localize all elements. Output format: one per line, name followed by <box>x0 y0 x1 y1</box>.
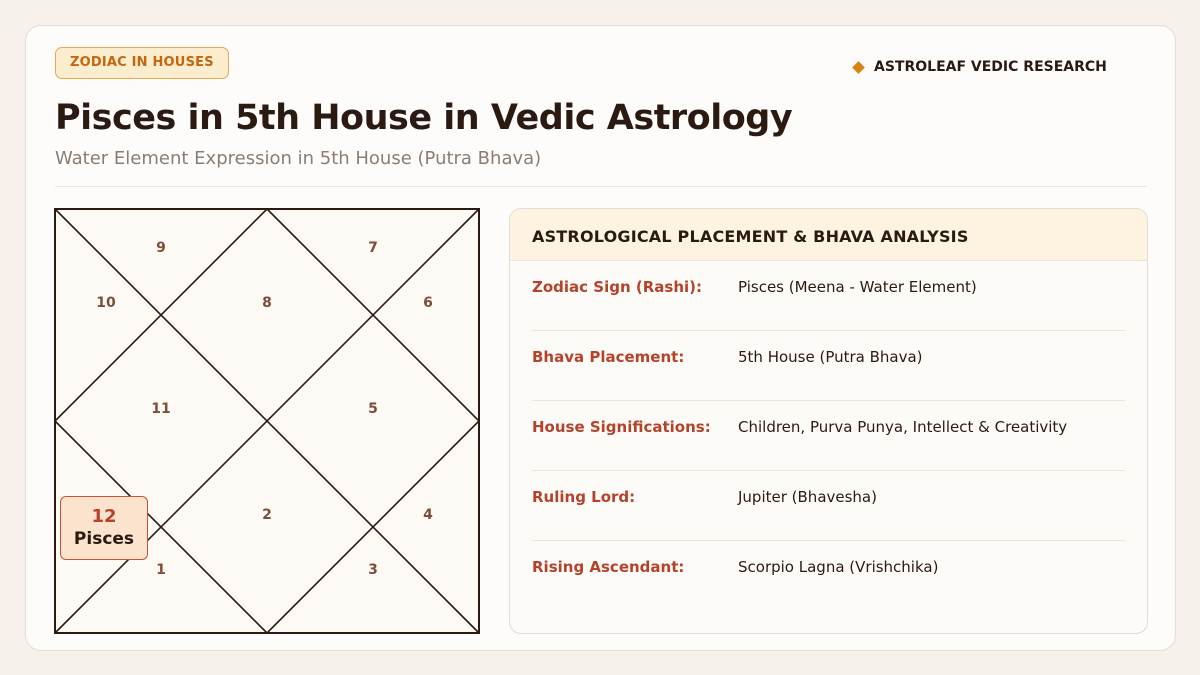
highlighted-house[interactable] <box>60 496 148 560</box>
house-number: 6 <box>423 295 433 311</box>
row-label: Bhava Placement: <box>532 348 685 366</box>
house-number: 11 <box>151 401 171 417</box>
house-number: 2 <box>262 507 272 523</box>
house-number: 7 <box>368 240 378 256</box>
house-number: 3 <box>368 562 378 578</box>
row-label: Rising Ascendant: <box>532 558 685 576</box>
row-label: House Significations: <box>532 418 711 436</box>
row-label: Ruling Lord: <box>532 488 636 506</box>
analysis-row <box>532 541 1125 611</box>
brand-label: ASTROLEAF VEDIC RESEARCH <box>874 59 1107 75</box>
row-label: Zodiac Sign (Rashi): <box>532 278 703 296</box>
diamond-icon <box>852 61 865 74</box>
highlighted-house-sign: Pisces <box>73 529 135 549</box>
main-card <box>25 25 1176 651</box>
row-value: Pisces (Meena - Water Element) <box>738 278 977 296</box>
panel-heading: ASTROLOGICAL PLACEMENT & BHAVA ANALYSIS <box>510 209 1147 261</box>
analysis-row <box>532 471 1125 541</box>
page-subtitle: Water Element Expression in 5th House (Putra Bhava) <box>55 148 542 169</box>
house-number: 9 <box>156 240 166 256</box>
row-value: Jupiter (Bhavesha) <box>738 488 877 506</box>
analysis-list <box>510 261 1147 611</box>
highlighted-house-number: 12 <box>91 506 117 527</box>
row-value: 5th House (Putra Bhava) <box>738 348 923 366</box>
house-number: 4 <box>423 507 433 523</box>
analysis-row <box>532 401 1125 471</box>
divider <box>55 186 1147 187</box>
category-tag[interactable]: ZODIAC IN HOUSES <box>55 47 229 79</box>
row-value: Children, Purva Punya, Intellect & Creativity <box>738 418 1068 436</box>
house-number: 5 <box>368 401 378 417</box>
house-number: 10 <box>96 295 116 311</box>
page-title: Pisces in 5th House in Vedic Astrology <box>55 98 793 138</box>
row-value: Scorpio Lagna (Vrishchika) <box>738 558 939 576</box>
analysis-row <box>532 331 1125 401</box>
house-chart <box>54 208 480 634</box>
analysis-panel <box>509 208 1148 634</box>
analysis-row <box>532 261 1125 331</box>
north-indian-chart <box>54 208 480 634</box>
brand <box>854 57 1107 77</box>
house-number: 8 <box>262 295 272 311</box>
house-number: 1 <box>156 562 166 578</box>
